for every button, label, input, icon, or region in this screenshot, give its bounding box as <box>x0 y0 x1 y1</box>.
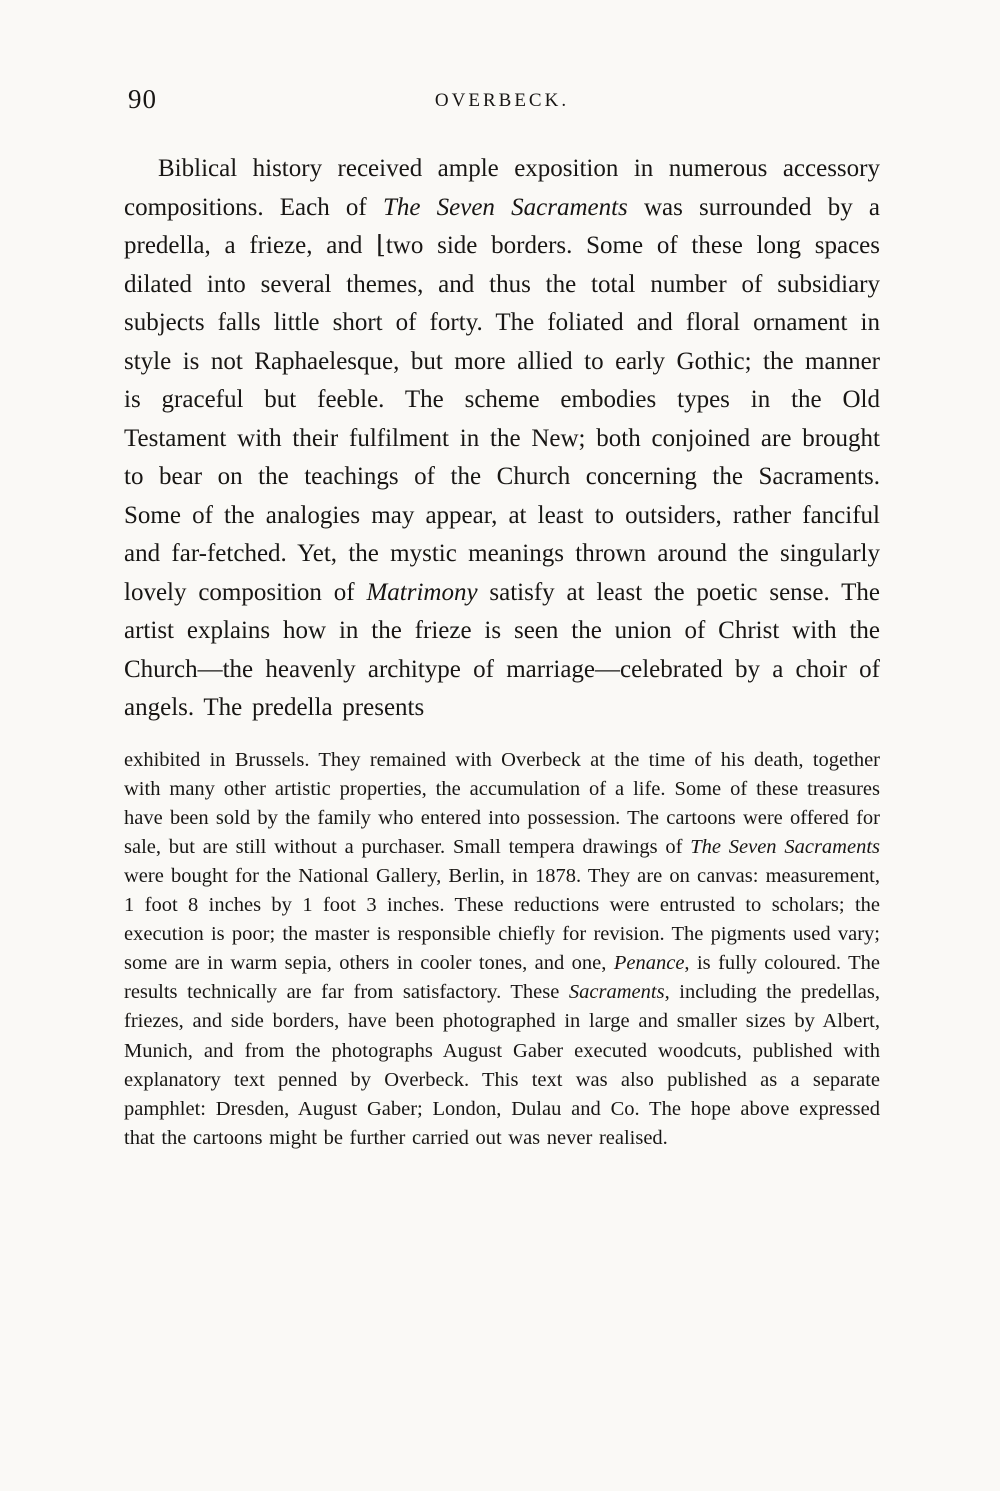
footnote-segment: were bought for the National Gallery, Berlin, in 1878. They are on canvas: measurement, 1 foot 8 inches by 1 foot 3 inches. These reductions were entrusted to scholars; the execution is poor; the master is responsible chiefly for revision. The pigments used vary; some are in warm sepia, others in cooler tones, and one, <box>124 864 880 975</box>
text-segment-italic: The Seven Sacraments <box>382 193 628 221</box>
footnote-segment: exhibited in Brussels. They remained with Overbeck at the time of his death, together with many other artistic properties, the accumulation of a life. Some of these treasures have been sold by the family who entered into possession. The cartoons were offered for sale, but are still without a purchaser. Small tempera drawings of <box>124 748 880 858</box>
footnote <box>124 746 880 1154</box>
text-segment-italic: Matrimony <box>366 578 478 606</box>
footnote-segment-italic: Penance <box>613 952 685 975</box>
text-segment: satisfy at least the poetic sense. The artist explains how in the frieze is seen the union of Christ with the Church—the heavenly architype of marriage—celebrated by a choir of angels. The predella presents <box>124 578 881 721</box>
main-paragraph <box>124 150 880 728</box>
footnote-segment-italic: The Seven Sacraments <box>690 835 881 858</box>
text-segment: was surrounded by a predella, a frieze, and ⌊two side borders. Some of these long spaces dilated into several themes, and thus the total number of subsidiary subjects falls little short of forty. The foliated and floral ornament in style is not Raphaelesque, but more allied to early Gothic; the manner is graceful but feeble. The scheme embodies types in the Old Testament with their fulfilment in the New; both conjoined are brought to bear on the teachings of the Church concerning the Sacraments. Some of the analogies may appear, at least to outsiders, rather fanciful and far-fetched. Yet, the mystic meanings thrown around the singularly lovely composition of <box>124 193 880 606</box>
page-header <box>124 84 880 124</box>
page-number: 90 <box>128 84 157 114</box>
footnote-segment: , is fully coloured. The results technically are far from satisfactory. These <box>124 952 880 1004</box>
footnote-segment-italic: Sacraments <box>568 981 665 1004</box>
running-header: OVERBECK. <box>434 90 570 111</box>
text-segment: Biblical history received ample exposition in numerous accessory compositions. Each of <box>124 155 880 221</box>
footnote-segment: , including the predellas, friezes, and side borders, have been photographed in large and smaller sizes by Albert, Munich, and from the photographs August Gaber executed woodcuts, published with explanatory text penned by Overbeck. This text was also published as a separate pamphlet: Dresden, August Gaber; London, Dulau and Co. The hope above expressed that the cartoons might be further carried out was never realised. <box>124 981 880 1149</box>
